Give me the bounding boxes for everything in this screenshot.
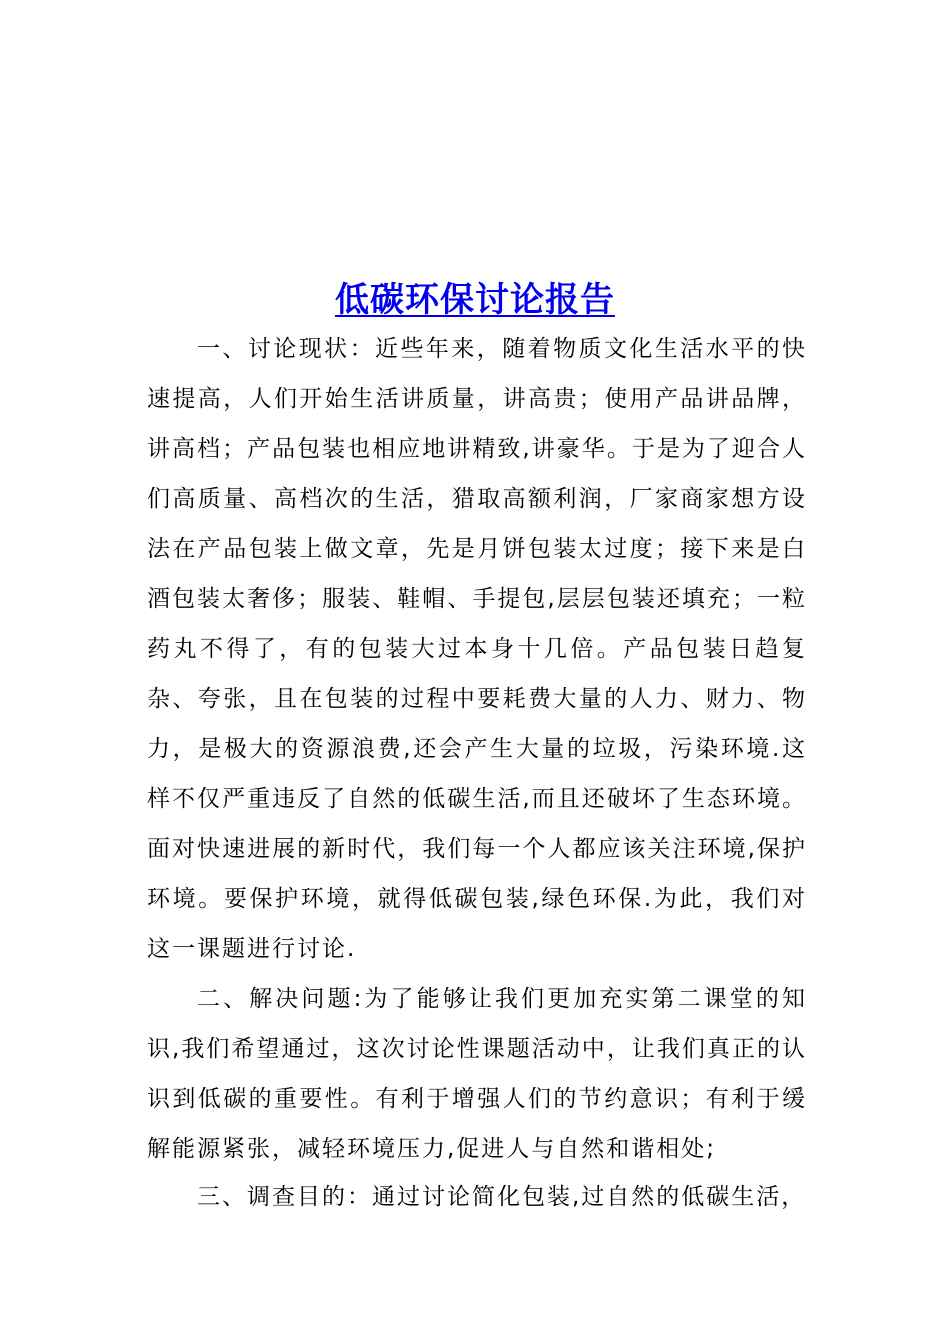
paragraph-text: 二、解决问题:为了能够让我们更加充实第二课堂的知识,我们希望通过，这次讨论性课题活动中，让我们真正的认识到低碳的重要性。有利于增强人们的节约意识；有利于缓解能源紧张，减轻环境压力,促进人与自然和谐相处;	[147, 986, 807, 1162]
paragraph-survey-purpose	[147, 1172, 807, 1222]
document-title[interactable]: 低碳环保讨论报告	[335, 280, 615, 320]
paragraph-text: 三、调查目的：通过讨论简化包装,过自然的低碳生活，	[197, 1184, 807, 1210]
paragraph-problem-solving	[147, 974, 807, 1174]
paragraph-research-status	[147, 324, 807, 974]
paragraph-text: 一、讨论现状：近些年来，随着物质文化生活水平的快速提高，人们开始生活讲质量，讲高贵；使用产品讲品牌，讲高档；产品包装也相应地讲精致,讲豪华。于是为了迎合人们高质量、高档次的生活，猎取高额利润，厂家商家想方设法在产品包装上做文章，先是月饼包装太过度；接下来是白酒包装太奢侈；服装、鞋帽、手提包,层层包装还填充；一粒药丸不得了，有的包装大过本身十几倍。产品包装日趋复杂、夸张，且在包装的过程中要耗费大量的人力、财力、物力，是极大的资源浪费,还会产生大量的垃圾，污染环境.这样不仅严重违反了自然的低碳生活,而且还破坏了生态环境。面对快速进展的新时代，我们每一个人都应该关注环境,保护环境。要保护环境，就得低碳包装,绿色环保.为此，我们对这一课题进行讨论.	[147, 336, 807, 962]
